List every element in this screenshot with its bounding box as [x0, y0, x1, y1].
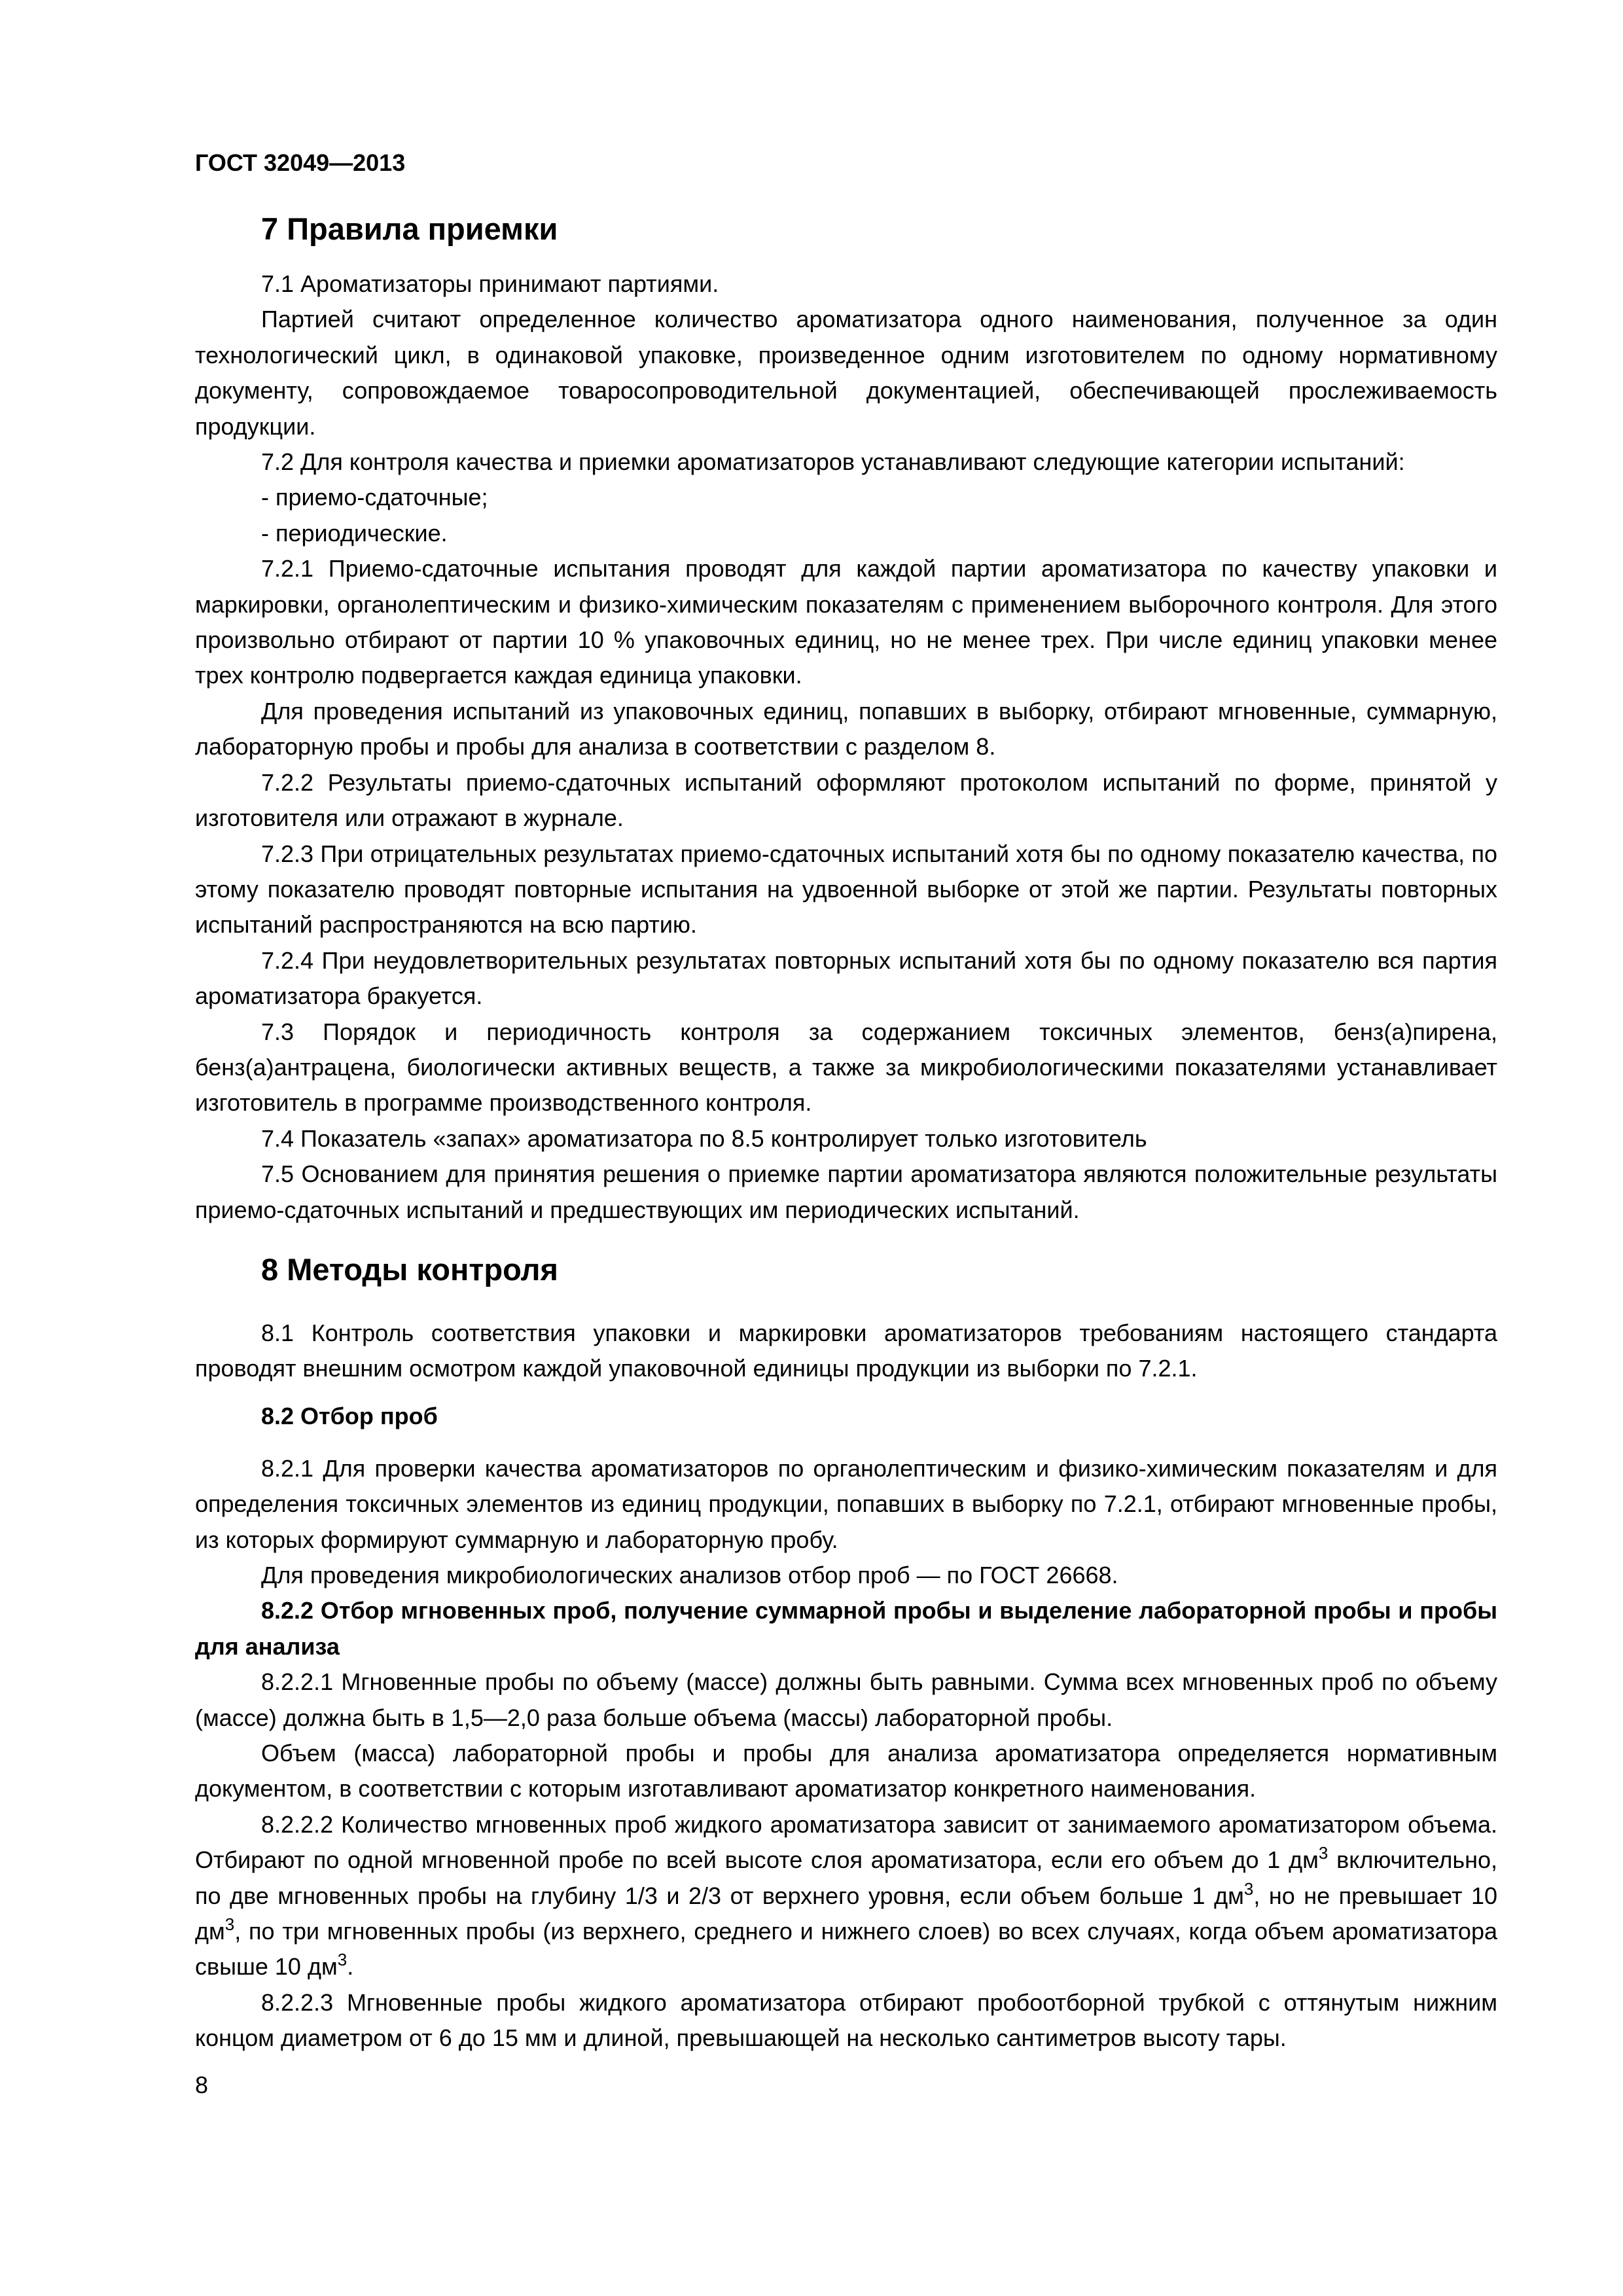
document-body [195, 200, 1497, 2056]
paragraph-7-1-batch: Партией считают определенное количество ароматизатора одного наименования, полученное за один технологический цикл, в одинаковой упаковке, произведенное одним изготовителем по одному нормативному документу, сопровождаемое товаросопроводительной документацией, обеспечивающей прослеживаемость продукции. [195, 306, 1497, 440]
list-item-acceptance: - приемо-сдаточные; [261, 484, 488, 511]
paragraph-7-2-1: 7.2.1 Приемо-сдаточные испытания проводят для каждой партии ароматизатора по качеству упаковки и маркировки, органолептическим и физико-химическим показателям с применением выборочного контроля. Для этого произвольно отбирают от партии 10 % упаковочных единиц, но не менее трех. При числе единиц упаковки менее трех контролю подвергается каждая единица упаковки. [195, 555, 1497, 689]
superscript: 3 [337, 1950, 348, 1970]
paragraph-7-2: 7.2 Для контроля качества и приемки ароматизаторов устанавливают следующие категории испытаний: [261, 448, 1405, 476]
text-run: , по три мгновенных пробы (из верхнего, среднего и нижнего слоев) во всех случаях, когда объем ароматизатора свыше 10 дм [195, 1918, 1497, 1981]
paragraph-7-1: 7.1 Ароматизаторы принимают партиями. [261, 270, 719, 297]
document-page [195, 0, 1497, 2296]
paragraph-8-2-2-1: 8.2.2.1 Мгновенные пробы по объему (массе) должны быть равными. Сумма всех мгновенных проб по объему (массе) должна быть в 1,5—2,0 раза больше объема (массы) лабораторной пробы. [195, 1668, 1497, 1731]
paragraph-7-2-4: 7.2.4 При неудовлетворительных результатах повторных испытаний хотя бы по одному показателю вся партия ароматизатора бракуется. [195, 946, 1497, 1010]
text-run: включительно, по две мгновенных пробы на глубину 1/3 и 2/3 от верхнего уровня, если объем больше 1 дм [195, 1846, 1498, 1909]
section-7-heading: 7 Правила приемки [261, 211, 558, 246]
paragraph-7-4: 7.4 Показатель «запах» ароматизатора по 8.5 контролирует только изготовитель [261, 1124, 1147, 1152]
paragraph-7-5: 7.5 Основанием для принятия решения о приемке партии ароматизатора являются положительные результаты приемо-сдаточных испытаний и предшествующих им периодических испытаний. [195, 1160, 1497, 1223]
superscript: 3 [224, 1914, 235, 1935]
paragraph-8-2-1: 8.2.1 Для проверки качества ароматизаторов по органолептическим и физико-химическим показателям и для определения токсичных элементов из единиц продукции, попавших в выборку по 7.2.1, отбирают мгновенные пробы, из которых формируют суммарную и лабораторную пробу. [195, 1454, 1497, 1553]
superscript: 3 [1243, 1878, 1254, 1899]
page-number: 8 [195, 2072, 209, 2098]
superscript: 3 [1318, 1843, 1329, 1863]
text-run: . [347, 1953, 354, 1981]
list-item-periodic: - периодические. [261, 519, 448, 547]
document-header: ГОСТ 32049—2013 [195, 149, 406, 176]
text-run: 8.2.2.2 Количество мгновенных проб жидкого ароматизатора зависит от занимаемого ароматизатором объема. Отбирают по одной мгновенной пробе по всей высоте слоя ароматизатора, если его объем до 1 дм [195, 1810, 1497, 1874]
paragraph-8-2-2-1-volume: Объем (масса) лабораторной пробы и пробы для анализа ароматизатора определяется нормативным документом, в соответствии с которым изготавливают ароматизатор конкретного наименования. [195, 1740, 1497, 1803]
text-run: , но не превышает 10 дм [195, 1882, 1497, 1945]
paragraph-7-2-2: 7.2.2 Результаты приемо-сдаточных испытаний оформляют протоколом испытаний по форме, принятой у изготовителя или отражают в журнале. [195, 768, 1497, 832]
paragraph-8-2-2-2 [195, 1807, 1497, 1985]
paragraph-7-2-3: 7.2.3 При отрицательных результатах приемо-сдаточных испытаний хотя бы по одному показателю качества, по этому показателю проводят повторные испытания на удвоенной выборке от этой же партии. Результаты повторных испытаний распространяются на всю партию. [195, 840, 1497, 939]
section-8-heading: 8 Методы контроля [261, 1251, 558, 1287]
paragraph-7-2-1-samples: Для проведения испытаний из упаковочных единиц, попавших в выборку, отбирают мгновенные, суммарную, лабораторную пробы и пробы для анализа в соответствии с разделом 8. [195, 697, 1497, 761]
subsection-8-2-heading: 8.2 Отбор проб [261, 1402, 438, 1429]
subsection-8-2-2-heading: 8.2.2 Отбор мгновенных проб, получение суммарной пробы и выделение лабораторной пробы и пробы для анализа [195, 1597, 1497, 1660]
paragraph-8-2-1-micro: Для проведения микробиологических анализов отбор проб — по ГОСТ 26668. [261, 1562, 1118, 1588]
paragraph-7-3: 7.3 Порядок и периодичность контроля за содержанием токсичных элементов, бенз(а)пирена, бенз(а)антрацена, биологически активных веществ, а также за микробиологическими показателями устанавливает изготовитель в программе производственного контроля. [195, 1018, 1497, 1117]
paragraph-8-2-2-3: 8.2.2.3 Мгновенные пробы жидкого ароматизатора отбирают пробоотборной трубкой с оттянутым нижним концом диаметром от 6 до 15 мм и длиной, превышающей на несколько сантиметров высоту тары. [195, 1988, 1497, 2052]
paragraph-8-1: 8.1 Контроль соответствия упаковки и маркировки ароматизаторов требованиям настоящего стандарта проводят внешним осмотром каждой упаковочной единицы продукции из выборки по 7.2.1. [195, 1319, 1497, 1382]
